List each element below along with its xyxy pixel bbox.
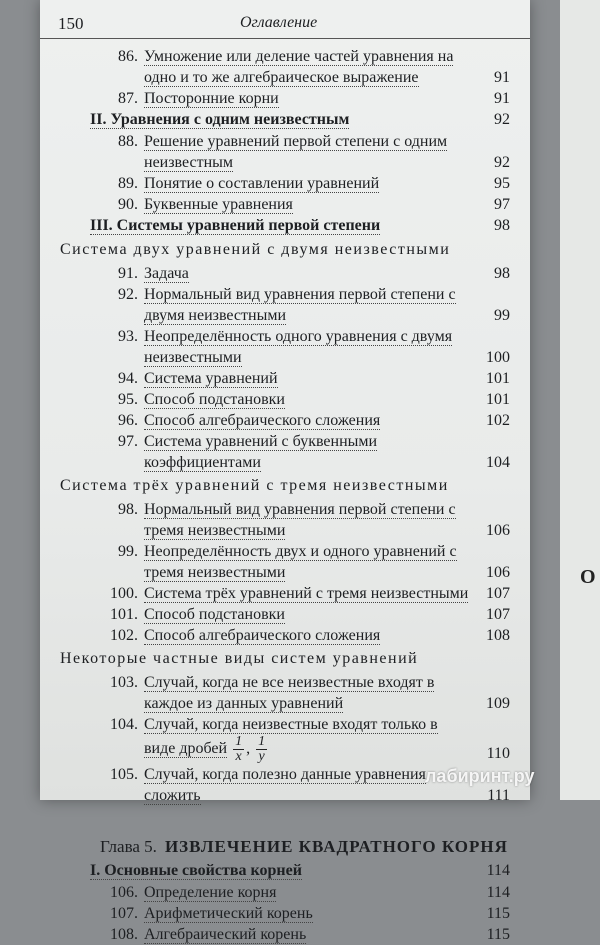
toc-section: [90, 215, 510, 237]
toc-entry-number: 102.: [110, 627, 138, 644]
toc-entry: [60, 672, 510, 714]
running-header: [40, 14, 530, 39]
book-page: [40, 0, 530, 943]
toc-entry-title: [138, 173, 510, 194]
toc-entry: [60, 924, 510, 945]
toc-entry-number: 91.: [118, 265, 138, 282]
toc-entry-page: 95: [494, 175, 510, 192]
toc-entry-title: [138, 263, 510, 284]
chapter-title: ИЗВЛЕЧЕНИЕ КВАДРАТНОГО КОРНЯ: [164, 837, 508, 856]
toc-entry-number: 88.: [118, 133, 138, 150]
fraction-numerator: 1: [235, 734, 243, 749]
toc-entry-page: 100: [486, 349, 510, 366]
toc-entry-text: Умножение или деление частей уравнения на одно и то же алгебраическое выражение: [144, 48, 454, 86]
toc-entry: [60, 131, 510, 173]
toc-entry-text: Способ алгебраического сложения: [144, 412, 381, 429]
toc-entry-text: Система уравнений: [144, 370, 278, 387]
toc-entry-text: Неопределённость двух и одного уравнений с тремя неизвестными: [144, 543, 457, 581]
toc-entry-page: 98: [494, 265, 510, 282]
toc-entry-number: 94.: [118, 370, 138, 387]
toc-entry-title: [138, 903, 510, 924]
toc-entry-page: 111: [487, 787, 510, 804]
toc-entry-page: 106: [486, 522, 510, 539]
toc-entry-number: 101.: [110, 606, 138, 623]
toc-entry-number: 90.: [118, 196, 138, 213]
toc-entry-text: Посторонние корни: [144, 90, 279, 107]
toc-subheading: Некоторые частные виды систем уравнений: [60, 650, 419, 667]
fraction-denominator: x: [235, 749, 242, 764]
toc-entry-title: [138, 882, 510, 903]
toc-entry: [60, 88, 510, 109]
toc-entry-number: 98.: [118, 501, 138, 518]
toc-entry-page: 92: [494, 154, 510, 171]
toc-entry-number: 97.: [118, 433, 138, 450]
toc-entry-title: [138, 499, 510, 541]
toc-entry-title: [138, 410, 510, 431]
toc-entry-page: 115: [486, 905, 510, 922]
toc-entry-page: 107: [486, 585, 510, 602]
toc-entry-page: 115: [486, 926, 510, 943]
toc-entry-title: [138, 541, 510, 583]
toc-section-title: I. Основные свойства корней: [90, 862, 302, 879]
toc-entry-number: 99.: [118, 543, 138, 560]
toc-entry-text: Решение уравнений первой степени с одним неизвестным: [144, 133, 448, 171]
toc-entry-number: 92.: [118, 286, 138, 303]
toc-entry-page: 104: [486, 454, 510, 471]
toc-entry-title: [138, 672, 510, 714]
toc-entry-title: [138, 284, 510, 326]
toc-entry-title: [138, 431, 510, 473]
toc-entry-page: 91: [494, 90, 510, 107]
toc-entry-title: [138, 88, 510, 109]
toc-subheading: Система трёх уравнений с тремя неизвестными: [60, 477, 449, 494]
toc-section-page: 114: [486, 862, 510, 879]
adjacent-page-edge-letter: О: [580, 566, 596, 588]
toc-entry: [60, 625, 510, 646]
toc-entry-title: [138, 583, 510, 604]
toc-entry-text: Случай, когда не все неизвестные входят в каждое из данных уравнений: [144, 674, 435, 712]
toc-entry: [60, 194, 510, 215]
watermark-logo: лабиринт.ру: [425, 766, 535, 786]
toc-entry: [60, 173, 510, 194]
chapter-heading: [60, 834, 510, 860]
toc-entry-text: Случай, когда полезно данные уравнения сложить: [144, 766, 426, 804]
toc-entry-title: [138, 604, 510, 625]
toc-entry-text: Арифметический корень: [144, 905, 313, 922]
toc-entry-text: Способ алгебраического сложения: [144, 627, 381, 644]
toc-entry: [60, 410, 510, 431]
toc-entry: [60, 882, 510, 903]
toc-entry-page: 101: [486, 391, 510, 408]
toc-entry-text: Понятие о составлении уравнений: [144, 175, 380, 192]
toc-entry: [60, 604, 510, 625]
toc-entry-title: [138, 368, 510, 389]
toc-entry-page: 97: [494, 196, 510, 213]
chapter-label: Глава 5.: [100, 837, 157, 856]
toc-entry: [60, 499, 510, 541]
toc-entry: [60, 389, 510, 410]
toc-entry-number: 93.: [118, 328, 138, 345]
toc-entry-page: 110: [486, 745, 510, 762]
toc-entry-text: Определение корня: [144, 884, 277, 901]
toc-entry-page: 99: [494, 307, 510, 324]
toc-entry: [60, 431, 510, 473]
toc-entry-title: [138, 625, 510, 646]
toc-entry-page: 108: [486, 627, 510, 644]
running-title: Оглавление: [240, 14, 318, 31]
toc-entry-text: Система уравнений с буквенными коэффициентами: [144, 433, 378, 471]
toc-entry-page: 101: [486, 370, 510, 387]
toc-entry-number: 103.: [110, 674, 138, 691]
toc-entry-text: Задача: [144, 265, 189, 282]
toc-entry-number: 108.: [110, 926, 138, 943]
toc-entry-number: 95.: [118, 391, 138, 408]
toc-section: [90, 109, 510, 131]
toc-entry-number: 104.: [110, 716, 138, 733]
toc-entry-page: 109: [486, 695, 510, 712]
toc-entry-number: 100.: [110, 585, 138, 602]
fraction-denominator: y: [258, 749, 265, 764]
toc-entry: [60, 903, 510, 924]
toc-section-title: II. Уравнения с одним неизвестным: [90, 111, 350, 128]
toc-entry-title: Случай, когда неизвестные входят только в виде дробей $\frac{1}{x}$ , $\frac{1}{y}$: [144, 716, 438, 764]
toc-entry-text: Нормальный вид уравнения первой степени с двумя неизвестными: [144, 286, 456, 324]
page-number: 150: [58, 14, 84, 33]
toc-entry-text: Способ подстановки: [144, 606, 285, 623]
fraction: [256, 735, 267, 764]
toc-entry-text: Система трёх уравнений с тремя неизвестными: [144, 585, 469, 602]
toc-entry-title: [138, 389, 510, 410]
toc-entry: [60, 714, 510, 764]
toc-entry-text: Неопределённость одного уравнения с двумя неизвестными: [144, 328, 453, 366]
toc-entry-text: Алгебраический корень: [144, 926, 307, 943]
toc-entry: [60, 368, 510, 389]
toc-entry: [60, 583, 510, 604]
toc-entry: [60, 284, 510, 326]
toc-entry-page: 114: [486, 884, 510, 901]
toc-entry-number: 106.: [110, 884, 138, 901]
toc-subheading: Система двух уравнений с двумя неизвестными: [60, 241, 451, 258]
toc-entry-text: Способ подстановки: [144, 391, 285, 408]
toc-entry-text: Нормальный вид уравнения первой степени с тремя неизвестными: [144, 501, 456, 539]
toc-section: [90, 860, 510, 882]
toc-entry-number: 105.: [110, 766, 138, 783]
toc-entry-title: [138, 194, 510, 215]
fraction-numerator: 1: [258, 734, 266, 749]
toc-section-title: III. Системы уравнений первой степени: [90, 217, 381, 234]
toc-entry-number: 86.: [118, 48, 138, 65]
toc-section-page: 98: [494, 217, 510, 234]
toc-entry-page: 102: [486, 412, 510, 429]
toc-entry-title: [138, 924, 510, 945]
toc-entry: [60, 46, 510, 88]
adjacent-page: [560, 0, 600, 800]
toc-entry: [60, 326, 510, 368]
toc-entry: [60, 263, 510, 284]
toc-entry-number: 89.: [118, 175, 138, 192]
toc-entry-page: 91: [494, 69, 510, 86]
toc-entry-text: Случай, когда неизвестные входят только в виде дробей: [144, 716, 438, 758]
toc-section-page: 92: [494, 111, 510, 128]
toc-entry-page: 107: [486, 606, 510, 623]
table-of-contents: [60, 46, 510, 945]
toc-entry: [60, 541, 510, 583]
toc-entry-text: Буквенные уравнения: [144, 196, 293, 213]
toc-entry-number: 87.: [118, 90, 138, 107]
fraction: [233, 735, 244, 764]
toc-entry-page: 106: [486, 564, 510, 581]
toc-entry-number: 96.: [118, 412, 138, 429]
toc-entry-number: 107.: [110, 905, 138, 922]
toc-entry-title: [138, 131, 510, 173]
toc-entry-title: [138, 46, 510, 88]
toc-entry-title: [138, 326, 510, 368]
